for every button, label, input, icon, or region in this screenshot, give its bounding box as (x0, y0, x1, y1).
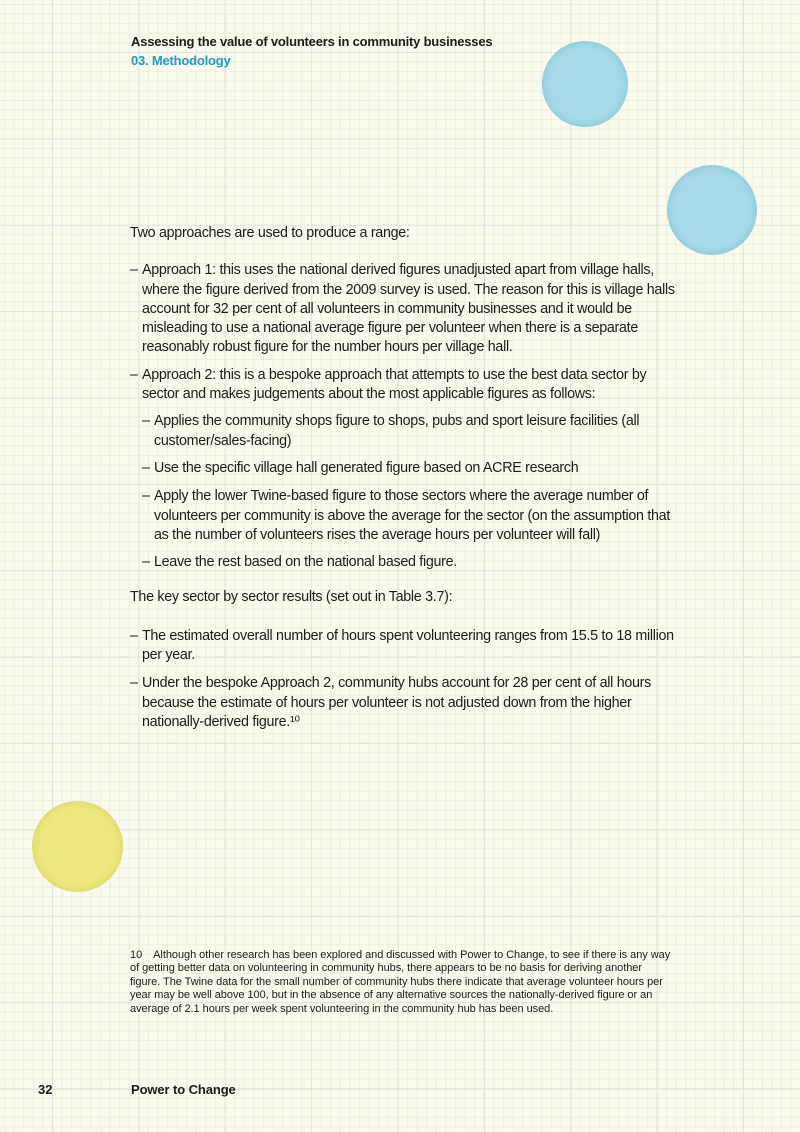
key-results-paragraph: The key sector by sector results (set out in Table 3.7): (130, 589, 453, 606)
bullet-result-community-hubs (130, 674, 678, 732)
decorative-circle-blue-right (667, 165, 757, 255)
bullet-dash: – (130, 366, 138, 383)
bullet-dash: – (130, 627, 138, 644)
bullet-dash: – (130, 675, 138, 692)
bullet-dash: – (142, 488, 150, 505)
running-header (131, 33, 492, 70)
intro-paragraph: Two approaches are used to produce a range: (130, 225, 410, 241)
publisher-name: Power to Change (131, 1082, 236, 1097)
footnote-text: Although other research has been explored and discussed with Power to Change, to see if there is any way of getting better data on volunteering in community hubs, there appears to be no basis for deriving another figure. The Twine data for the small number of community hubs there indicate that average volunteer hours per year may be well above 100, but in the absence of any alternative sources the nationally-derived figure or an average of 2.1 hours per week spent volunteering in the community hub has been used. (130, 949, 671, 1015)
body-content (130, 224, 678, 732)
sub-bullet-shops (142, 412, 678, 451)
decorative-circle-blue-top (542, 41, 628, 127)
sub-bullet-national (142, 553, 678, 572)
bullet-dash: – (130, 262, 138, 279)
approach-2-sublist (142, 412, 678, 572)
sub-bullet-twine (142, 487, 678, 545)
bullet-text: Approach 2: this is a bespoke approach that attempts to use the best data sector by sector and makes judgements about the most applicable figures as follows: (142, 366, 647, 403)
report-title: Assessing the value of volunteers in community businesses (131, 34, 493, 49)
bullet-result-hours-range (130, 627, 678, 666)
bullet-dash: – (142, 413, 150, 430)
bullet-text: Approach 1: this uses the national derived figures unadjusted apart from village halls, where the figure derived from the 2009 survey is used. The reason for this is village halls account for 32 per cent of all volunteers in community businesses and it would be misleading to use a national average figure per volunteer when there is a separate reasonably robust figure for the number hours per village hall. (142, 262, 675, 356)
bullet-dash: – (142, 459, 150, 476)
page-number: 32 (38, 1082, 53, 1097)
footnote (130, 949, 675, 1016)
bullet-approach-1 (130, 261, 678, 357)
bullet-approach-2 (130, 366, 678, 405)
bullet-text: Use the specific village hall generated figure based on ACRE research (154, 459, 579, 476)
footnote-number: 10 (130, 949, 143, 961)
bullet-dash: – (142, 554, 150, 571)
sub-bullet-village-hall (142, 459, 678, 478)
bullet-text: The estimated overall number of hours spent volunteering ranges from 15.5 to 18 million per year. (142, 627, 674, 664)
bullet-text: Leave the rest based on the national based figure. (154, 554, 457, 571)
section-heading: 03. Methodology (131, 52, 231, 68)
bullet-text: Apply the lower Twine-based figure to those sectors where the average number of volunteers per community is above the average for the sector (on the assumption that as the number of volunteers rises the average hours per volunteer will fall) (154, 488, 670, 543)
bullet-text: Applies the community shops figure to shops, pubs and sport leisure facilities (all customer/sales-facing) (154, 413, 640, 449)
decorative-circle-yellow (32, 801, 123, 892)
bullet-text: Under the bespoke Approach 2, community hubs account for 28 per cent of all hours because the estimate of hours per volunteer is not adjusted down from the higher nationally-derived figure.¹⁰ (142, 675, 651, 730)
